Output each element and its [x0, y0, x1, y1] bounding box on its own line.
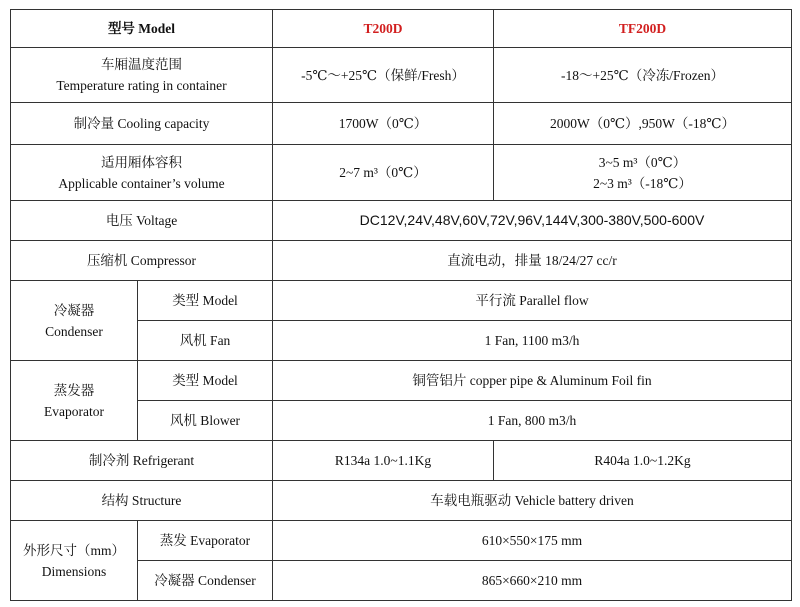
dimensions-cond-label: 冷凝器 Condenser	[138, 561, 273, 601]
structure-row	[11, 481, 792, 521]
cooling-row	[11, 103, 792, 145]
condenser-label-en: Condenser	[45, 323, 103, 339]
structure-value: 车载电瓶驱动 Vehicle battery driven	[273, 481, 792, 521]
dimensions-cond-value: 865×660×210 mm	[273, 561, 792, 601]
condenser-model-row	[11, 281, 792, 321]
dimensions-label-cn: 外形尺寸（mm）	[22, 542, 125, 558]
condenser-model-value: 平行流 Parallel flow	[273, 281, 792, 321]
cooling-tf200d: 2000W（0℃）,950W（-18℃）	[494, 103, 792, 145]
temperature-label-en: Temperature rating in container	[56, 78, 227, 93]
condenser-fan-value: 1 Fan, 1100 m3/h	[273, 321, 792, 361]
volume-label-en: Applicable container’s volume	[58, 175, 225, 191]
temperature-label-cn: 车厢温度范围	[101, 57, 182, 72]
refrigerant-label: 制冷剂 Refrigerant	[11, 441, 273, 481]
dimensions-evap-value: 610×550×175 mm	[273, 521, 792, 561]
temperature-t200d: -5℃～+25℃（保鲜/Fresh）	[273, 48, 494, 103]
condenser-label-cn: 冷凝器	[53, 302, 95, 318]
dimensions-label-en: Dimensions	[41, 563, 107, 579]
condenser-model-label: 类型 Model	[138, 281, 273, 321]
cooling-label: 制冷量 Cooling capacity	[11, 103, 273, 145]
dimensions-evap-row	[11, 521, 792, 561]
structure-label: 结构 Structure	[11, 481, 273, 521]
voltage-label: 电压 Voltage	[11, 201, 273, 241]
refrigerant-row	[11, 441, 792, 481]
volume-label-cn: 适用厢体容积	[101, 154, 182, 170]
volume-tf200d-line1: 3~5 m³（0℃）	[598, 154, 687, 170]
header-label: 型号 Model	[11, 10, 273, 48]
voltage-row	[11, 201, 792, 241]
header-row	[11, 10, 792, 48]
evaporator-model-row	[11, 361, 792, 401]
evaporator-label-cn: 蒸发器	[53, 382, 95, 398]
temperature-tf200d: -18～+25℃（冷冻/Frozen）	[494, 48, 792, 103]
evaporator-label-en: Evaporator	[44, 403, 104, 419]
temperature-label	[11, 48, 273, 103]
model-t200d: T200D	[273, 10, 494, 48]
evaporator-blower-label: 风机 Blower	[138, 401, 273, 441]
compressor-value: 直流电动，排量 18/24/27 cc/r	[273, 241, 792, 281]
temperature-row	[11, 48, 792, 103]
voltage-value: DC12V,24V,48V,60V,72V,96V,144V,300-380V,500-600V	[273, 201, 792, 241]
volume-tf200d	[494, 145, 792, 201]
volume-row	[11, 145, 792, 201]
condenser-label	[11, 281, 138, 361]
evaporator-label	[11, 361, 138, 441]
volume-tf200d-line2: 2~3 m³（-18℃）	[593, 175, 692, 191]
refrigerant-tf200d: R404a 1.0~1.2Kg	[494, 441, 792, 481]
dimensions-evap-label: 蒸发 Evaporator	[138, 521, 273, 561]
evaporator-blower-value: 1 Fan, 800 m3/h	[273, 401, 792, 441]
compressor-row	[11, 241, 792, 281]
volume-t200d: 2~7 m³（0℃）	[273, 145, 494, 201]
refrigerant-t200d: R134a 1.0~1.1Kg	[273, 441, 494, 481]
compressor-label: 压缩机 Compressor	[11, 241, 273, 281]
model-tf200d: TF200D	[494, 10, 792, 48]
spec-table	[10, 9, 792, 601]
volume-label	[11, 145, 273, 201]
evaporator-model-label: 类型 Model	[138, 361, 273, 401]
dimensions-label	[11, 521, 138, 601]
cooling-t200d: 1700W（0℃）	[273, 103, 494, 145]
evaporator-model-value: 铜管铝片 copper pipe & Aluminum Foil fin	[273, 361, 792, 401]
condenser-fan-label: 风机 Fan	[138, 321, 273, 361]
